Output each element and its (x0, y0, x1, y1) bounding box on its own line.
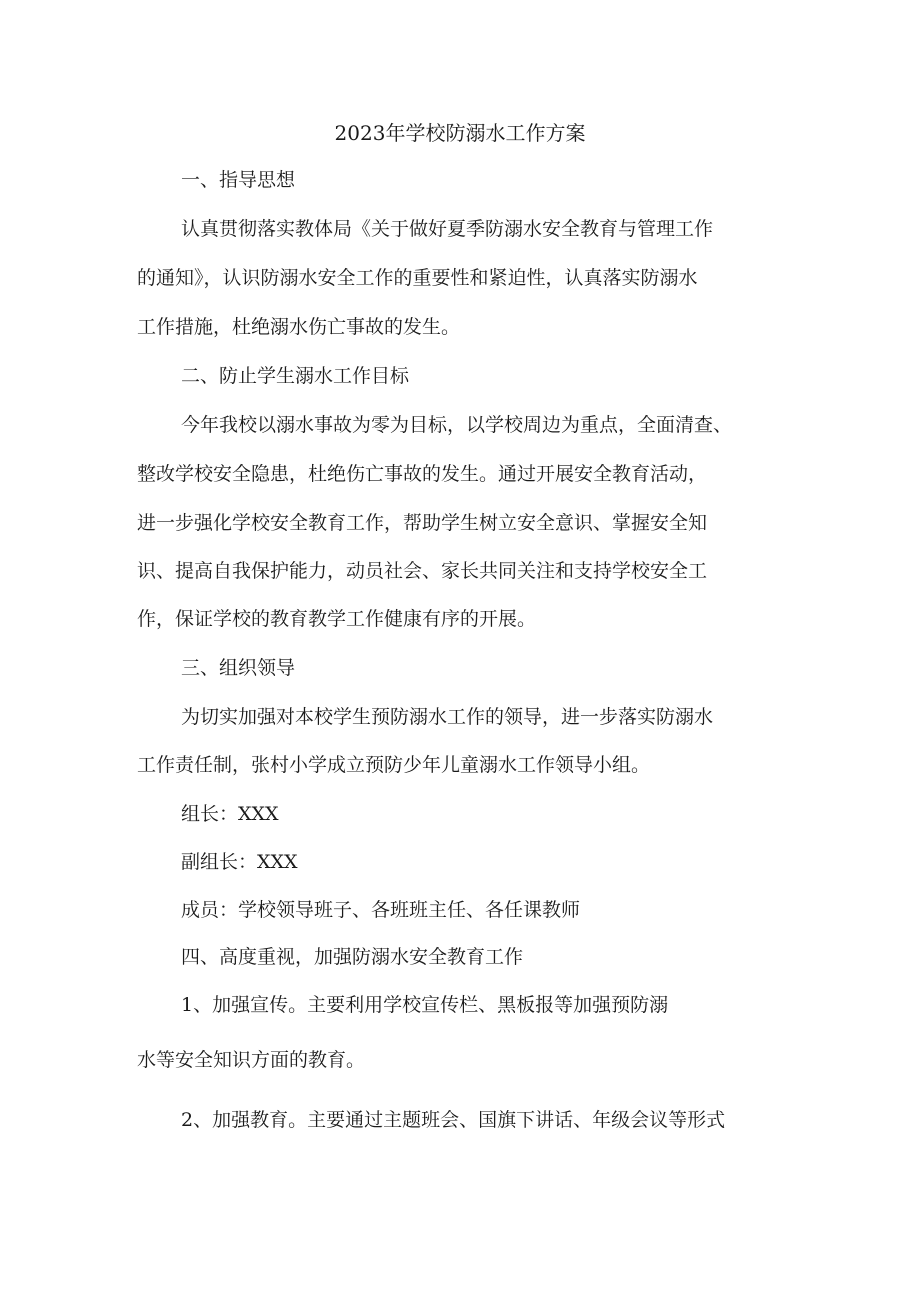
leader-line: 组长：XXX (181, 803, 279, 825)
members-line: 成员：学校领导班子、各班班主任、各任课教师 (181, 899, 581, 921)
deputy-leader-line: 副组长：XXX (181, 851, 298, 873)
paragraph-line: 整改学校安全隐患，杜绝伤亡事故的发生。通过开展安全教育活动， (137, 463, 708, 485)
document-title: 2023年学校防溺水工作方案 (334, 121, 586, 145)
paragraph-line: 为切实加强对本校学生预防溺水工作的领导，进一步落实防溺水 (181, 706, 714, 728)
section-heading-1: 一、指导思想 (181, 169, 296, 191)
paragraph-line: 进一步强化学校安全教育工作，帮助学生树立安全意识、掌握安全知 (137, 512, 708, 534)
paragraph-line: 识、提高自我保护能力，动员社会、家长共同关注和支持学校安全工 (137, 560, 708, 582)
paragraph-line: 水等安全知识方面的教育。 (137, 1049, 366, 1071)
section-heading-4: 四、高度重视，加强防溺水安全教育工作 (181, 946, 524, 968)
section-heading-3: 三、组织领导 (181, 657, 296, 679)
section-heading-2: 二、防止学生溺水工作目标 (181, 365, 410, 387)
paragraph-line: 作，保证学校的教育教学工作健康有序的开展。 (137, 608, 537, 630)
paragraph-line: 认真贯彻落实教体局《关于做好夏季防溺水安全教育与管理工作 (181, 218, 714, 240)
paragraph-line: 工作责任制，张村小学成立预防少年儿童溺水工作领导小组。 (137, 754, 651, 776)
paragraph-line: 2、加强教育。主要通过主题班会、国旗下讲话、年级会议等形式 (181, 1109, 726, 1131)
paragraph-line: 今年我校以溺水事故为零为目标，以学校周边为重点，全面清查、 (181, 414, 733, 436)
paragraph-line: 的通知》，认识防溺水安全工作的重要性和紧迫性，认真落实防溺水 (137, 267, 698, 289)
paragraph-line: 1、加强宣传。主要利用学校宣传栏、黑板报等加强预防溺 (181, 994, 669, 1016)
paragraph-line: 工作措施，杜绝溺水伤亡事故的发生。 (137, 316, 461, 338)
